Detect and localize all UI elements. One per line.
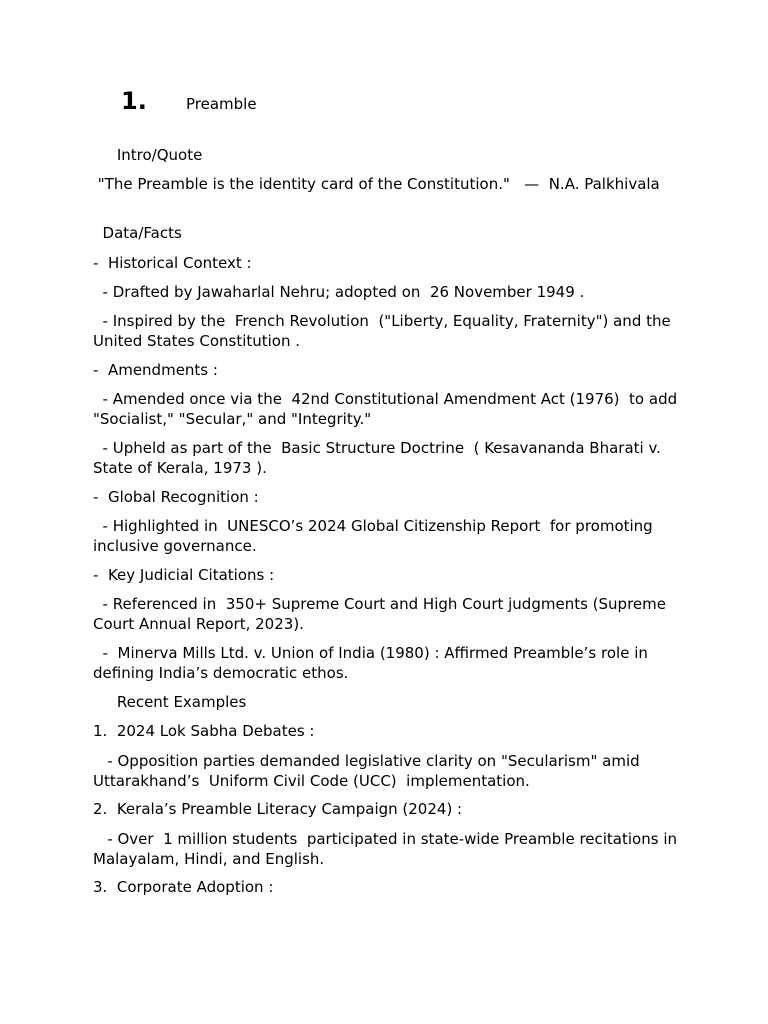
bullet-historical-context: - Historical Context : bbox=[93, 254, 252, 272]
quote-paragraph: "The Preamble is the identity card of the Constitution." — N.A. Palkhivala bbox=[93, 175, 660, 193]
sub-bullet-students: - Over 1 million students participated in state-wide Preamble recitations in Malayalam, Hindi, and English. bbox=[93, 830, 682, 868]
list-item-kerala-campaign: 2. Kerala’s Preamble Literacy Campaign (2024) : bbox=[93, 800, 463, 818]
section-heading bbox=[121, 86, 681, 118]
sub-bullet-amended: - Amended once via the 42nd Constitutional Amendment Act (1976) to add "Socialist," "Secular," and "Integrity." bbox=[93, 390, 682, 428]
sub-bullet-opposition: - Opposition parties demanded legislative clarity on "Secularism" amid Uttarakhand’s Uniform Civil Code (UCC) implementation. bbox=[93, 752, 645, 790]
bullet-judicial-citations: - Key Judicial Citations : bbox=[93, 566, 275, 584]
sub-bullet-referenced: - Referenced in 350+ Supreme Court and High Court judgments (Supreme Court Annual Report, 2023). bbox=[93, 595, 671, 633]
section-number: 1. bbox=[121, 87, 147, 115]
list-item-corporate-adoption: 3. Corporate Adoption : bbox=[93, 878, 274, 896]
sub-bullet-drafted: - Drafted by Jawaharlal Nehru; adopted on 26 November 1949 . bbox=[93, 283, 585, 301]
subheading-recent-examples: Recent Examples bbox=[93, 693, 247, 711]
sub-bullet-minerva-mills: - Minerva Mills Ltd. v. Union of India (1980) : Affirmed Preamble’s role in defining India’s democratic ethos. bbox=[93, 644, 653, 682]
bullet-global-recognition: - Global Recognition : bbox=[93, 488, 259, 506]
section-title: Preamble bbox=[186, 95, 257, 113]
sub-bullet-upheld: - Upheld as part of the Basic Structure Doctrine ( Kesavananda Bharati v. State of Kerala, 1973 ). bbox=[93, 439, 666, 477]
subheading-data-facts: Data/Facts bbox=[93, 224, 182, 242]
bullet-amendments: - Amendments : bbox=[93, 361, 218, 379]
sub-bullet-inspired: - Inspired by the French Revolution ("Liberty, Equality, Fraternity") and the United States Constitution . bbox=[93, 312, 681, 350]
list-item-lok-sabha: 1. 2024 Lok Sabha Debates : bbox=[93, 722, 315, 740]
subheading-intro-quote: Intro/Quote bbox=[93, 146, 203, 164]
sub-bullet-highlighted: - Highlighted in UNESCO’s 2024 Global Citizenship Report for promoting inclusive governance. bbox=[93, 517, 658, 555]
